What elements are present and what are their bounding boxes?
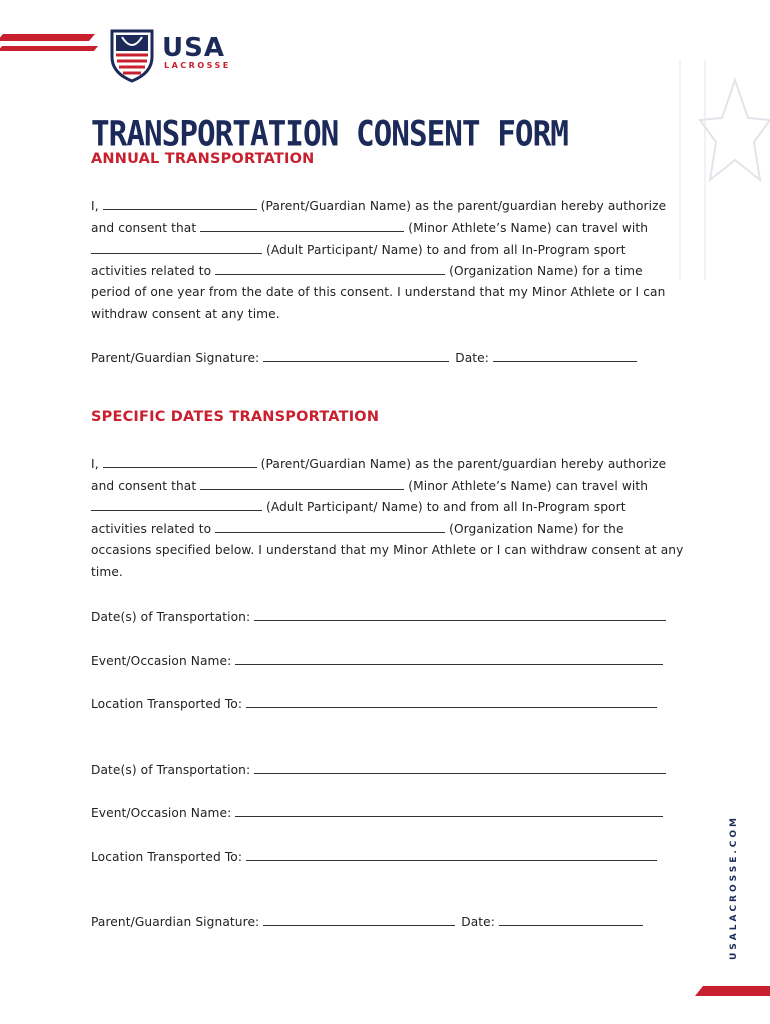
annual-line-5: period of one year from the date of this consent. I understand that my Minor Athlete or I can xyxy=(91,285,666,299)
specific-l2-a: and consent that xyxy=(91,479,197,493)
date-blank[interactable] xyxy=(493,350,637,362)
annual-line-1 xyxy=(91,198,666,213)
annual-line-2 xyxy=(91,220,648,235)
annual-l4-b: (Organization Name) for a time xyxy=(449,264,643,278)
event-label: Event/Occasion Name: xyxy=(91,654,232,668)
location-label: Location Transported To: xyxy=(91,850,243,864)
date-blank[interactable] xyxy=(499,914,643,926)
date-label: Date: xyxy=(455,351,489,365)
specific-heading: SPECIFIC DATES TRANSPORTATION xyxy=(91,409,380,425)
specific-line-1 xyxy=(91,456,666,471)
logo-subtext: LACROSSE xyxy=(164,61,231,70)
adult-name-blank[interactable] xyxy=(91,242,262,254)
dates-row-2 xyxy=(91,762,666,777)
website-url: USALACROSSE.COM xyxy=(729,815,739,960)
specific-line-6: time. xyxy=(91,565,123,579)
parent-name-blank[interactable] xyxy=(103,198,257,210)
location-blank[interactable] xyxy=(246,849,657,861)
annual-l2-a: and consent that xyxy=(91,221,197,235)
specific-line-2 xyxy=(91,478,648,493)
annual-l1-b: (Parent/Guardian Name) as the parent/guardian hereby authorize xyxy=(260,199,667,213)
location-row-1 xyxy=(91,696,657,711)
annual-l4-a: activities related to xyxy=(91,264,212,278)
star-watermark-icon xyxy=(650,60,770,280)
organization-blank[interactable] xyxy=(215,263,445,275)
usa-lacrosse-logo xyxy=(108,27,243,83)
specific-l3-b: (Adult Participant/ Name) to and from all In-Program sport xyxy=(265,500,626,514)
annual-l2-b: (Minor Athlete’s Name) can travel with xyxy=(408,221,649,235)
signature-label: Parent/Guardian Signature: xyxy=(91,351,260,365)
footer-swoosh xyxy=(695,986,770,996)
page-title: TRANSPORTATION CONSENT FORM xyxy=(91,114,568,155)
specific-l4-a: activities related to xyxy=(91,522,212,536)
specific-l1-b: (Parent/Guardian Name) as the parent/guardian hereby authorize xyxy=(260,457,667,471)
header-stripe-red xyxy=(0,34,95,41)
signature-blank[interactable] xyxy=(263,914,455,926)
annual-line-6: withdraw consent at any time. xyxy=(91,307,280,321)
specific-line-5: occasions specified below. I understand that my Minor Athlete or I can withdraw consent at any xyxy=(91,543,684,557)
annual-l1-a: I, xyxy=(91,199,99,213)
specific-l1-a: I, xyxy=(91,457,99,471)
annual-line-3 xyxy=(91,242,626,257)
location-row-2 xyxy=(91,849,657,864)
date-label: Date: xyxy=(461,915,495,929)
dates-blank[interactable] xyxy=(254,762,666,774)
shield-icon xyxy=(108,27,156,83)
logo-wordmark: USA xyxy=(162,33,225,63)
signature-label: Parent/Guardian Signature: xyxy=(91,915,260,929)
event-blank[interactable] xyxy=(235,805,663,817)
specific-l2-b: (Minor Athlete’s Name) can travel with xyxy=(408,479,649,493)
minor-name-blank[interactable] xyxy=(200,478,404,490)
signature-blank[interactable] xyxy=(263,350,449,362)
event-row-1 xyxy=(91,653,663,668)
specific-l4-b: (Organization Name) for the xyxy=(449,522,624,536)
header-stripe-red-2 xyxy=(0,46,98,51)
specific-line-3 xyxy=(91,499,626,514)
annual-heading: ANNUAL TRANSPORTATION xyxy=(91,151,315,167)
annual-l3-b: (Adult Participant/ Name) to and from all In-Program sport xyxy=(265,243,626,257)
event-label: Event/Occasion Name: xyxy=(91,806,232,820)
dates-label: Date(s) of Transportation: xyxy=(91,763,251,777)
location-label: Location Transported To: xyxy=(91,697,243,711)
dates-blank[interactable] xyxy=(254,609,666,621)
specific-signature-row xyxy=(91,914,643,929)
event-row-2 xyxy=(91,805,663,820)
minor-name-blank[interactable] xyxy=(200,220,404,232)
specific-line-4 xyxy=(91,521,624,536)
location-blank[interactable] xyxy=(246,696,657,708)
organization-blank[interactable] xyxy=(215,521,445,533)
adult-name-blank[interactable] xyxy=(91,499,262,511)
parent-name-blank[interactable] xyxy=(103,456,257,468)
event-blank[interactable] xyxy=(235,653,663,665)
annual-line-4 xyxy=(91,263,643,278)
annual-signature-row xyxy=(91,350,637,365)
dates-row-1 xyxy=(91,609,666,624)
dates-label: Date(s) of Transportation: xyxy=(91,610,251,624)
